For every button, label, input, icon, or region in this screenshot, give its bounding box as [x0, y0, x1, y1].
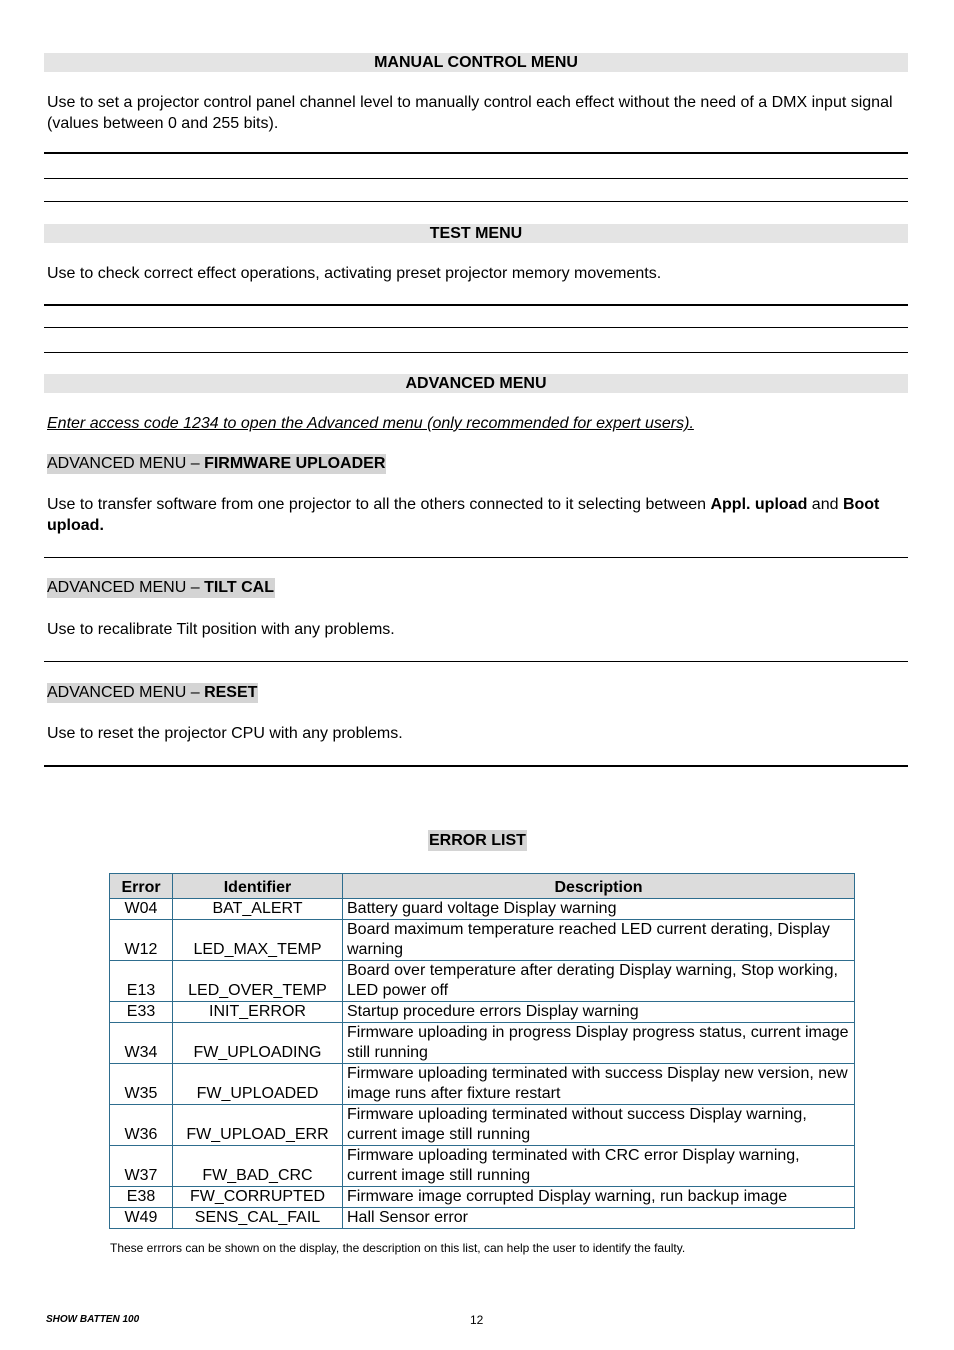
divider — [44, 327, 908, 328]
test-menu-text: Use to check correct effect operations, activating preset projector memory movements. — [47, 265, 662, 282]
error-description: Firmware uploading terminated with success Display new version, new image runs after fixture restart — [343, 1064, 855, 1105]
table-row — [110, 899, 855, 920]
error-list-note: These errrors can be shown on the display, the description on this list, can help the user to identify the faulty. — [110, 1241, 686, 1255]
divider — [44, 178, 908, 179]
divider — [44, 765, 908, 767]
error-identifier: FW_UPLOADING — [173, 1023, 343, 1064]
table-row — [110, 961, 855, 1002]
table-header-row — [110, 874, 855, 899]
table-row — [110, 1187, 855, 1208]
error-description: Firmware uploading terminated with CRC error Display warning, current image still running — [343, 1146, 855, 1187]
error-identifier: FW_UPLOAD_ERR — [173, 1105, 343, 1146]
error-identifier: FW_BAD_CRC — [173, 1146, 343, 1187]
tilt-cal-text: Use to recalibrate Tilt position with any problems. — [47, 621, 395, 638]
page-number: 12 — [470, 1313, 484, 1327]
reset-text: Use to reset the projector CPU with any problems. — [47, 725, 403, 742]
column-header-description: Description — [343, 874, 855, 899]
error-table — [109, 873, 855, 1229]
divider — [44, 152, 908, 154]
error-description: Firmware uploading in progress Display progress status, current image still running — [343, 1023, 855, 1064]
error-identifier: LED_OVER_TEMP — [173, 961, 343, 1002]
divider — [44, 557, 908, 558]
error-description: Battery guard voltage Display warning — [343, 899, 855, 920]
manual-control-text: Use to set a projector control panel channel level to manually control each effect without the need of a DMX input signal (values between 0 and 255 bits). — [47, 94, 893, 132]
firmware-uploader-heading: ADVANCED MENU – FIRMWARE UPLOADER — [47, 455, 386, 472]
manual-control-heading: MANUAL CONTROL MENU — [44, 53, 908, 72]
table-row — [110, 1002, 855, 1023]
error-description: Firmware uploading terminated without success Display warning, current image still running — [343, 1105, 855, 1146]
divider — [44, 661, 908, 662]
error-list-title: ERROR LIST — [429, 832, 526, 849]
error-description: Firmware image corrupted Display warning, run backup image — [343, 1187, 855, 1208]
error-code: W12 — [110, 920, 173, 961]
column-header-error: Error — [110, 874, 173, 899]
table-row — [110, 1146, 855, 1187]
divider — [44, 304, 908, 306]
footer-product-name: SHOW BATTEN 100 — [46, 1314, 140, 1325]
error-code: E13 — [110, 961, 173, 1002]
error-description: Startup procedure errors Display warning — [343, 1002, 855, 1023]
error-code: W36 — [110, 1105, 173, 1146]
table-row — [110, 1023, 855, 1064]
table-row — [110, 920, 855, 961]
table-row — [110, 1105, 855, 1146]
error-code: E38 — [110, 1187, 173, 1208]
error-description: Board maximum temperature reached LED current derating, Display warning — [343, 920, 855, 961]
test-menu-heading: TEST MENU — [44, 224, 908, 243]
error-code: E33 — [110, 1002, 173, 1023]
error-code: W04 — [110, 899, 173, 920]
error-identifier: BAT_ALERT — [173, 899, 343, 920]
error-code: W37 — [110, 1146, 173, 1187]
reset-heading: ADVANCED MENU – RESET — [47, 684, 258, 701]
tilt-cal-heading: ADVANCED MENU – TILT CAL — [47, 579, 274, 596]
error-identifier: FW_CORRUPTED — [173, 1187, 343, 1208]
firmware-uploader-text: Use to transfer software from one projector to all the others connected to it selecting between Appl. upload and Boot upload. — [47, 496, 880, 534]
error-identifier: LED_MAX_TEMP — [173, 920, 343, 961]
advanced-menu-heading: ADVANCED MENU — [44, 374, 908, 393]
error-description: Board over temperature after derating Display warning, Stop working, LED power off — [343, 961, 855, 1002]
divider — [44, 201, 908, 202]
column-header-identifier: Identifier — [173, 874, 343, 899]
error-code: W35 — [110, 1064, 173, 1105]
access-code-note: Enter access code 1234 to open the Advanced menu (only recommended for expert users). — [47, 415, 694, 432]
error-code: W34 — [110, 1023, 173, 1064]
error-description: Hall Sensor error — [343, 1208, 855, 1229]
error-identifier: SENS_CAL_FAIL — [173, 1208, 343, 1229]
error-identifier: INIT_ERROR — [173, 1002, 343, 1023]
error-identifier: FW_UPLOADED — [173, 1064, 343, 1105]
error-code: W49 — [110, 1208, 173, 1229]
divider — [44, 352, 908, 353]
table-row — [110, 1064, 855, 1105]
table-row — [110, 1208, 855, 1229]
